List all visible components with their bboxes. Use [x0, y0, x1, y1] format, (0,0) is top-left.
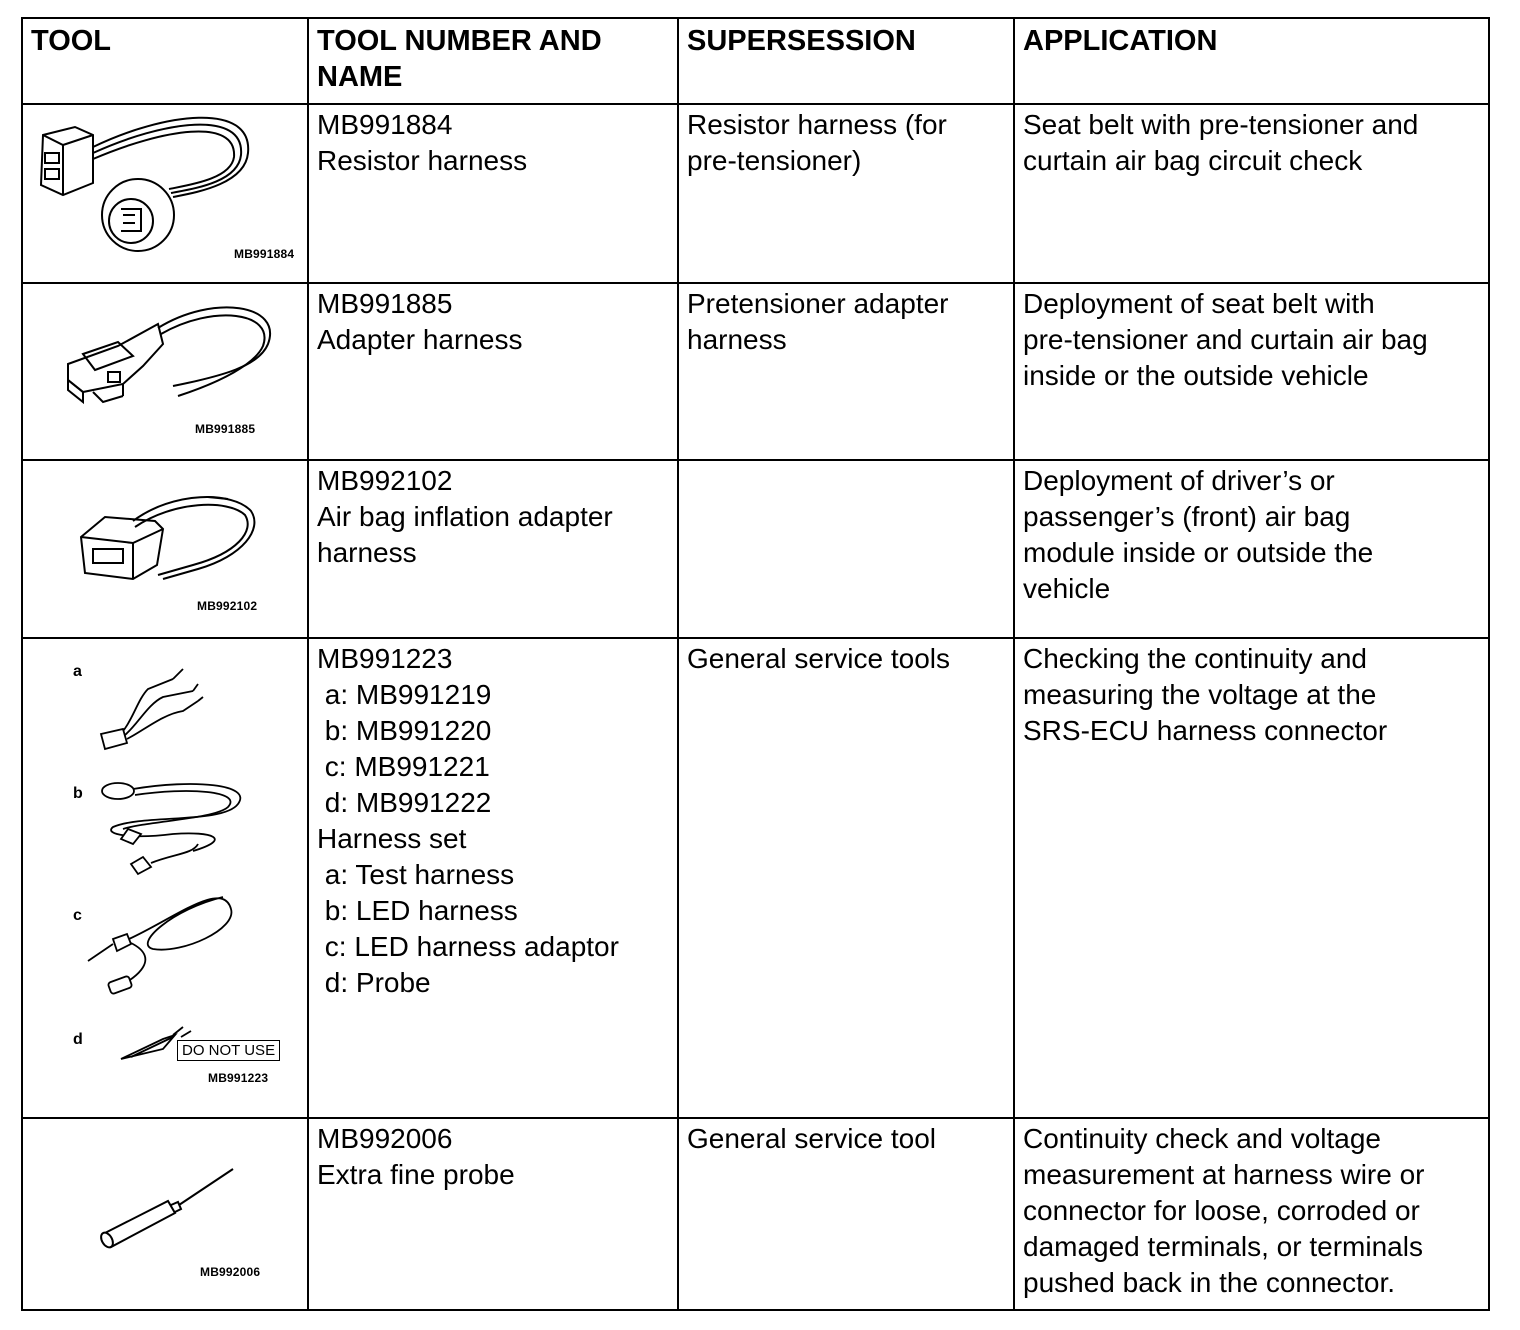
tool-number-name-cell: MB991884 Resistor harness — [308, 104, 678, 283]
tool-illustration-cell — [22, 283, 308, 460]
tool-caption: MB992006 — [200, 1265, 261, 1279]
air-bag-inflation-adapter-illustration — [23, 461, 307, 637]
tool-caption: MB991885 — [195, 422, 256, 436]
tool-number-name-cell: MB991223 a: MB991219 b: MB991220 c: MB991221 d: MB991222 Harness set a: Test harness b: LED harness c: LED harness adaptor d: Probe — [308, 638, 678, 1118]
supersession-cell: Resistor harness (for pre-tensioner) — [678, 104, 1014, 283]
header-tool-number-name: TOOL NUMBER AND NAME — [308, 18, 678, 104]
supersession-cell: General service tools — [678, 638, 1014, 1118]
tool-number-name-cell: MB992006 Extra fine probe — [308, 1118, 678, 1310]
table-row — [22, 460, 1489, 638]
application-cell: Deployment of seat belt with pre-tensioner and curtain air bag inside or the outside vehicle — [1014, 283, 1489, 460]
header-supersession: SUPERSESSION — [678, 18, 1014, 104]
application-cell: Seat belt with pre-tensioner and curtain air bag circuit check — [1014, 104, 1489, 283]
supersession-cell: Pretensioner adapter harness — [678, 283, 1014, 460]
adapter-harness-illustration — [23, 284, 307, 459]
application-cell: Continuity check and voltage measurement at harness wire or connector for loose, corroded or damaged terminals, or terminals pushed back in the connector. — [1014, 1118, 1489, 1310]
item-letter-d: d — [73, 1031, 83, 1048]
tool-caption: MB992102 — [197, 599, 258, 613]
table-row — [22, 1118, 1489, 1310]
tool-illustration-cell — [22, 638, 308, 1118]
tool-caption: MB991223 — [208, 1071, 269, 1085]
tool-number-name-cell: MB992102 Air bag inflation adapter harness — [308, 460, 678, 638]
table-row — [22, 104, 1489, 283]
header-application: APPLICATION — [1014, 18, 1489, 104]
item-letter-a: a — [73, 663, 82, 680]
table-row — [22, 283, 1489, 460]
tool-illustration-cell — [22, 1118, 308, 1310]
supersession-cell — [678, 460, 1014, 638]
item-letter-c: c — [73, 907, 82, 924]
header-tool: TOOL — [22, 18, 308, 104]
tool-illustration-cell — [22, 460, 308, 638]
supersession-cell: General service tool — [678, 1118, 1014, 1310]
table-row — [22, 638, 1489, 1118]
special-tools-table — [21, 17, 1490, 1311]
tool-illustration-cell — [22, 104, 308, 283]
application-cell: Checking the continuity and measuring the voltage at the SRS-ECU harness connector — [1014, 638, 1489, 1118]
extra-fine-probe-illustration — [23, 1119, 307, 1309]
header-row — [22, 18, 1489, 104]
tool-number-name-cell: MB991885 Adapter harness — [308, 283, 678, 460]
do-not-use-label: DO NOT USE — [177, 1040, 280, 1061]
tool-caption: MB991884 — [234, 247, 295, 261]
item-letter-b: b — [73, 785, 83, 802]
application-cell: Deployment of driver’s or passenger’s (front) air bag module inside or outside the vehicle — [1014, 460, 1489, 638]
